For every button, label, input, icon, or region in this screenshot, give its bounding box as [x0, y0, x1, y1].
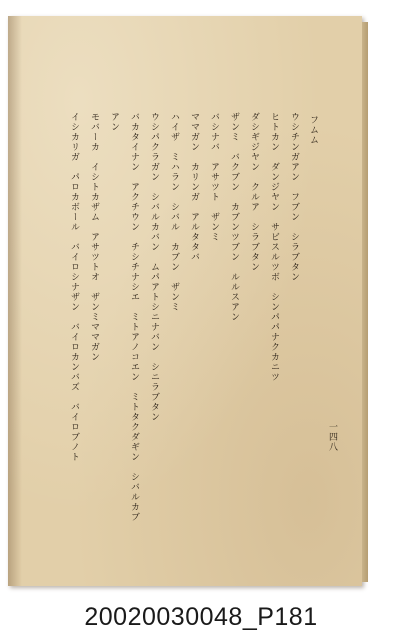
text-column-9: ウシパクラガン シバルカバン ムパアトシニナバン シニラブタン — [149, 112, 159, 422]
text-column-8: ハイザ ミハラン シバル カブン ザンミ — [169, 112, 179, 312]
text-column-3: ヒトカン ダンジヤン サビスルツボ シンパパナクカニツ — [269, 112, 279, 382]
text-column-4: ダシギジヤン クルア シラブタン — [249, 112, 259, 272]
catalog-id-caption: 20020030048_P181 — [84, 603, 318, 631]
text-column-11: アン — [109, 112, 119, 132]
text-column-2: ウシチンガアン フブン シラブタン — [289, 112, 299, 282]
text-column-5: ザンミ バクブン カブンツブン ルルスアン — [229, 112, 239, 322]
page-edge — [362, 22, 368, 582]
text-column-7: ママガン カリンガ アルタタバ — [189, 112, 199, 262]
text-column-6: バシナバ アサツト ザンミ — [209, 112, 219, 242]
book-page — [8, 16, 362, 586]
text-column-10: バカタイナン アクチウン チシチナシエ ミトアノコエン ミトタクダギン シバルカブ — [129, 112, 139, 522]
page-number: 一四八 — [327, 422, 337, 452]
text-column-13: イシカリガ パロカボール バイロシナザン バイロカンバズ バイロブノト — [69, 112, 79, 462]
text-column-12: モバーカ イシトカザム アサツトオ ザンミママガン — [89, 112, 99, 362]
text-column-1: フムム — [308, 115, 318, 145]
